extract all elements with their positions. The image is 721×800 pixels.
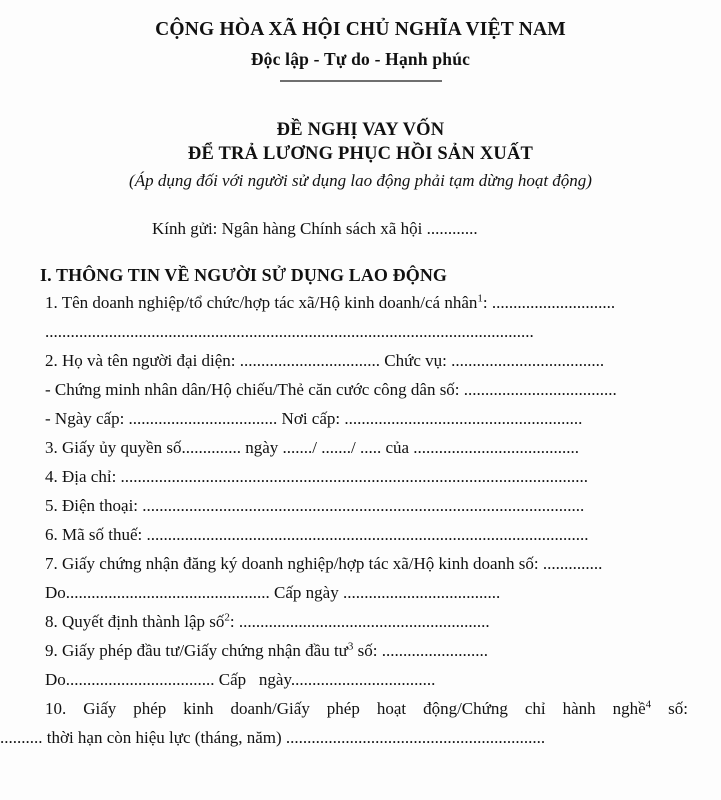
field-item-5-phone: 5. Điện thoại: ........................................................................................................ <box>45 496 585 515</box>
field-item-1-continuation: ................................................................................................................... <box>45 322 534 341</box>
document-title-line1: ĐỀ NGHỊ VAY VỐN <box>276 120 445 140</box>
header-divider <box>280 80 442 82</box>
section-i-items <box>0 288 721 752</box>
national-header <box>0 0 721 82</box>
field-item-10-fill: số: <box>651 699 688 718</box>
field-item-9-issuer-date: Do................................... Cấp ngày.................................. <box>45 670 436 689</box>
national-header-motto: Độc lập - Tự do - Hạnh phúc <box>250 49 471 69</box>
field-item-2: 2. Họ và tên người đại diện: ................................. Chức vụ: .................................... <box>45 351 605 370</box>
document-subtitle: (Áp dụng đối với người sử dụng lao động phải tạm dừng hoạt động) <box>129 171 592 190</box>
document-title-line2: ĐỂ TRẢ LƯƠNG PHỤC HỒI SẢN XUẤT <box>187 144 534 164</box>
field-item-10 <box>45 694 718 723</box>
field-item-1-label: 1. Tên doanh nghiệp/tổ chức/hợp tác xã/Hộ kinh doanh/cá nhân <box>45 293 478 312</box>
national-header-country: CỘNG HÒA XÃ HỘI CHỦ NGHĨA VIỆT NAM <box>155 19 566 40</box>
field-item-7-business-registration: 7. Giấy chứng nhận đăng ký doanh nghiệp/hợp tác xã/Hộ kinh doanh số: .............. <box>45 554 603 573</box>
field-item-6-tax-code: 6. Mã số thuế: ........................................................................................................ <box>45 525 589 544</box>
document-title-block <box>0 118 721 193</box>
field-item-8-label: 8. Quyết định thành lập số <box>45 612 225 631</box>
field-item-8 <box>45 607 718 636</box>
field-item-1 <box>45 288 718 317</box>
footnote-ref-2: 2 <box>224 611 230 624</box>
field-item-8-fill: : ........................................................... <box>229 612 490 631</box>
field-item-10-continuation: .......... thời hạn còn hiệu lực (tháng, năm) ............................................................. <box>0 728 546 747</box>
footnote-ref-3: 3 <box>347 640 354 653</box>
field-item-9 <box>45 636 718 665</box>
field-item-9-label: 9. Giấy phép đầu tư/Giấy chứng nhận đầu tư <box>45 641 348 660</box>
recipient-line: Kính gửi: Ngân hàng Chính sách xã hội ............ <box>152 219 478 238</box>
field-item-7-issuer-date: Do................................................ Cấp ngày ..................................... <box>45 583 501 602</box>
field-item-3: 3. Giấy ủy quyền số.............. ngày ......./ ......./ ..... của ....................................... <box>45 438 580 457</box>
footnote-ref-4: 4 <box>645 698 652 711</box>
field-item-1-fill: : ............................. <box>482 293 616 312</box>
field-item-10-label: 10. Giấy phép kinh doanh/Giấy phép hoạt động/Chứng chỉ hành nghề <box>45 699 646 718</box>
section-i-heading: I. THÔNG TIN VỀ NGƯỜI SỬ DỤNG LAO ĐỘNG <box>40 265 448 285</box>
field-item-4-address: 4. Địa chỉ: .............................................................................................................. <box>45 467 589 486</box>
footnote-ref-1: 1 <box>477 292 483 305</box>
field-item-2-id-number: - Chứng minh nhân dân/Hộ chiếu/Thẻ căn cước công dân số: .................................... <box>45 380 617 399</box>
field-item-2-issue-date-place: - Ngày cấp: ................................... Nơi cấp: ........................................................ <box>45 409 583 428</box>
field-item-9-fill: số: ......................... <box>353 641 488 660</box>
